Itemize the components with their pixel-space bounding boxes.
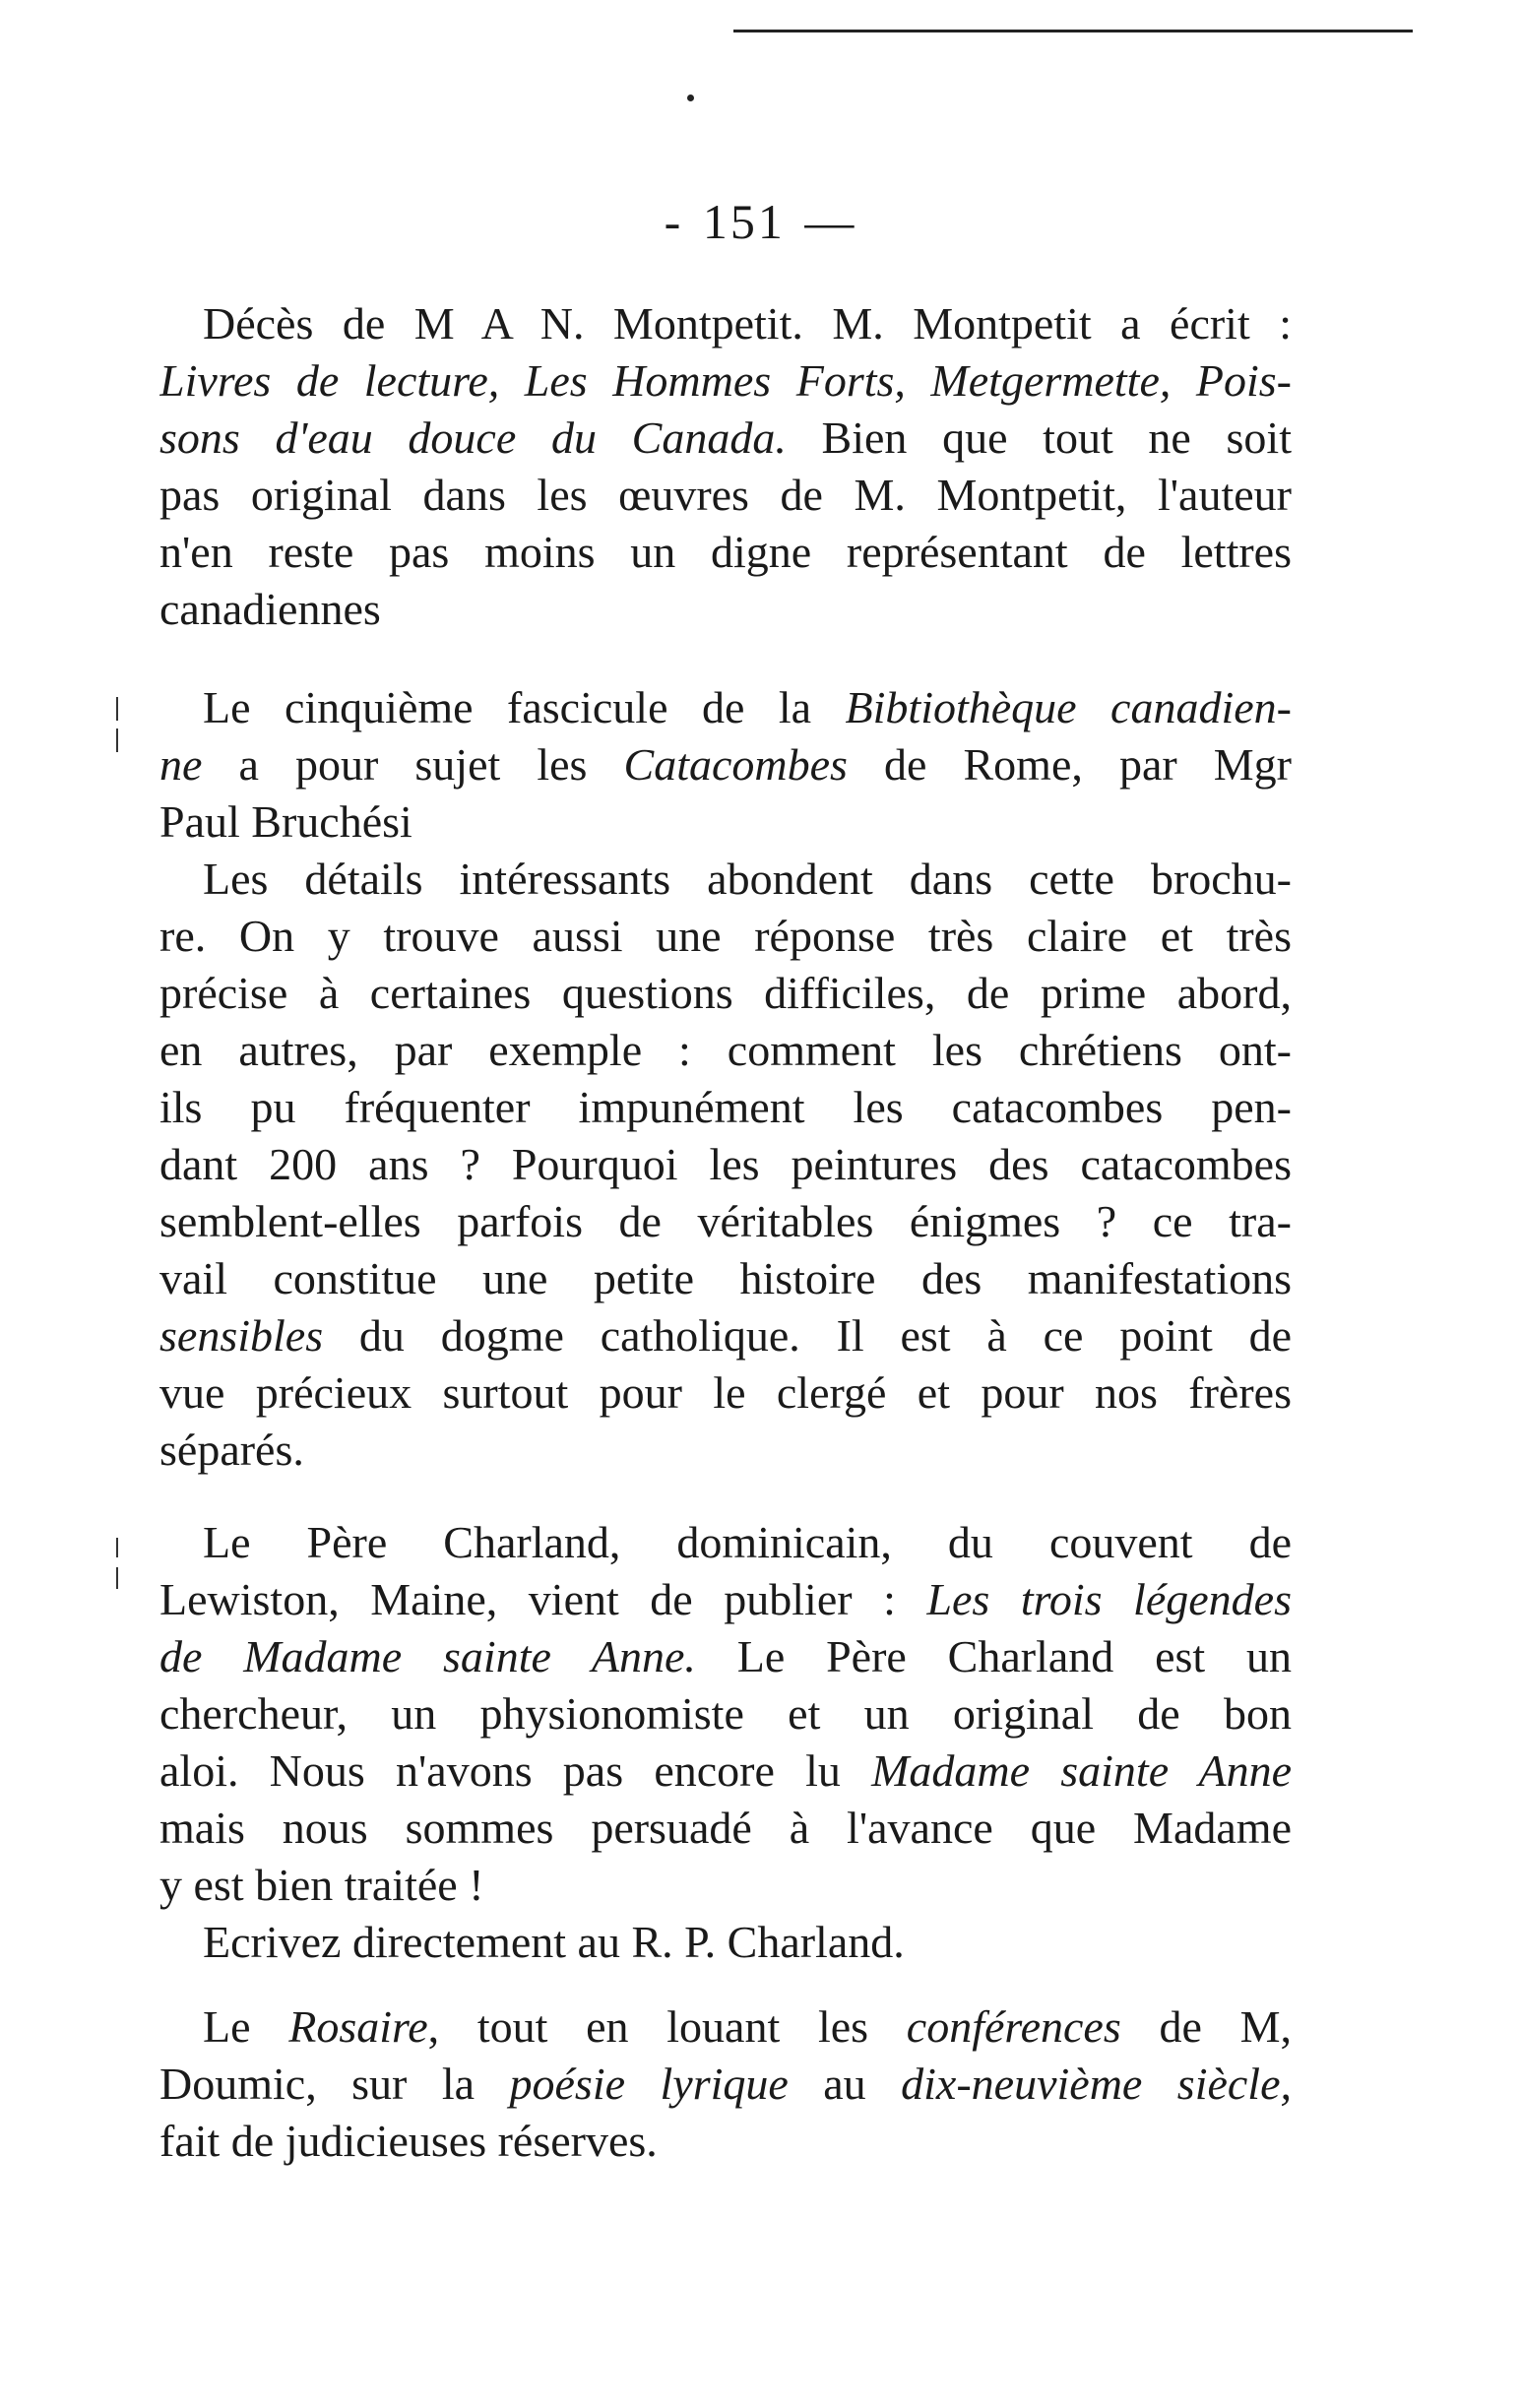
margin-mark bbox=[116, 697, 118, 721]
text-line: précise à certaines questions difficiles, de prime abord, bbox=[159, 968, 1292, 1018]
margin-mark bbox=[116, 1567, 118, 1589]
text-line: re. On y trouve aussi une réponse très claire et très bbox=[159, 911, 1292, 961]
paragraph-charland bbox=[159, 1514, 1292, 1971]
text-line: ils pu fréquenter impunément les catacombes pen- bbox=[159, 1082, 1292, 1132]
text-line: Les détails intéressants abondent dans cette brochu- bbox=[203, 854, 1292, 904]
text-line: Doumic, sur la poésie lyrique au dix-neuvième siècle, bbox=[159, 2059, 1292, 2109]
text-line: canadiennes bbox=[159, 584, 381, 634]
text-line: Paul Bruchési bbox=[159, 796, 412, 847]
text-line: séparés. bbox=[159, 1425, 304, 1475]
text-line: Le cinquième fascicule de la Bibtiothèque canadien- bbox=[203, 682, 1292, 732]
paragraph-rosaire bbox=[159, 1998, 1292, 2170]
text-line: dant 200 ans ? Pourquoi les peintures des catacombes bbox=[159, 1139, 1292, 1189]
text-line: y est bien traitée ! bbox=[159, 1860, 484, 1910]
margin-mark bbox=[116, 729, 118, 752]
text-line: Ecrivez directement au R. P. Charland. bbox=[203, 1917, 905, 1967]
text-line: ne a pour sujet les Catacombes de Rome, par Mgr bbox=[159, 739, 1292, 790]
margin-mark bbox=[116, 1538, 118, 1557]
text-line: Le Père Charland, dominicain, du couvent de bbox=[203, 1517, 1292, 1567]
text-line: en autres, par exemple : comment les chrétiens ont- bbox=[159, 1025, 1292, 1075]
paragraph-montpetit bbox=[159, 295, 1292, 638]
paragraph-bibliotheque bbox=[159, 679, 1292, 1479]
top-rule bbox=[733, 30, 1413, 32]
ink-dot bbox=[687, 95, 694, 101]
text-line: semblent-elles parfois de véritables énigmes ? ce tra- bbox=[159, 1196, 1292, 1246]
text-line: mais nous sommes persuadé à l'avance que Madame bbox=[159, 1803, 1292, 1853]
text-line: vue précieux surtout pour le clergé et pour nos frères bbox=[159, 1367, 1292, 1418]
text-line: sensibles du dogme catholique. Il est à ce point de bbox=[159, 1310, 1292, 1361]
text-line: Livres de lecture, Les Hommes Forts, Metgermette, Pois- bbox=[159, 355, 1292, 406]
text-line: chercheur, un physionomiste et un original de bon bbox=[159, 1688, 1292, 1739]
text-line: Lewiston, Maine, vient de publier : Les trois légendes bbox=[159, 1574, 1292, 1624]
page-number: - 151 — bbox=[664, 194, 857, 249]
text-line: de Madame sainte Anne. Le Père Charland est un bbox=[159, 1631, 1292, 1681]
text-line: sons d'eau douce du Canada. Bien que tout ne soit bbox=[159, 412, 1292, 463]
text-line: fait de judicieuses réserves. bbox=[159, 2116, 658, 2166]
text-line: Décès de M A N. Montpetit. M. Montpetit a écrit : bbox=[203, 298, 1292, 349]
text-line: pas original dans les œuvres de M. Montpetit, l'auteur bbox=[159, 470, 1292, 520]
text-line: n'en reste pas moins un digne représentant de lettres bbox=[159, 527, 1292, 577]
text-line: Le Rosaire, tout en louant les conférences de M, bbox=[203, 2001, 1292, 2052]
text-line: vail constitue une petite histoire des manifestations bbox=[159, 1253, 1292, 1303]
text-line: aloi. Nous n'avons pas encore lu Madame sainte Anne bbox=[159, 1745, 1292, 1796]
